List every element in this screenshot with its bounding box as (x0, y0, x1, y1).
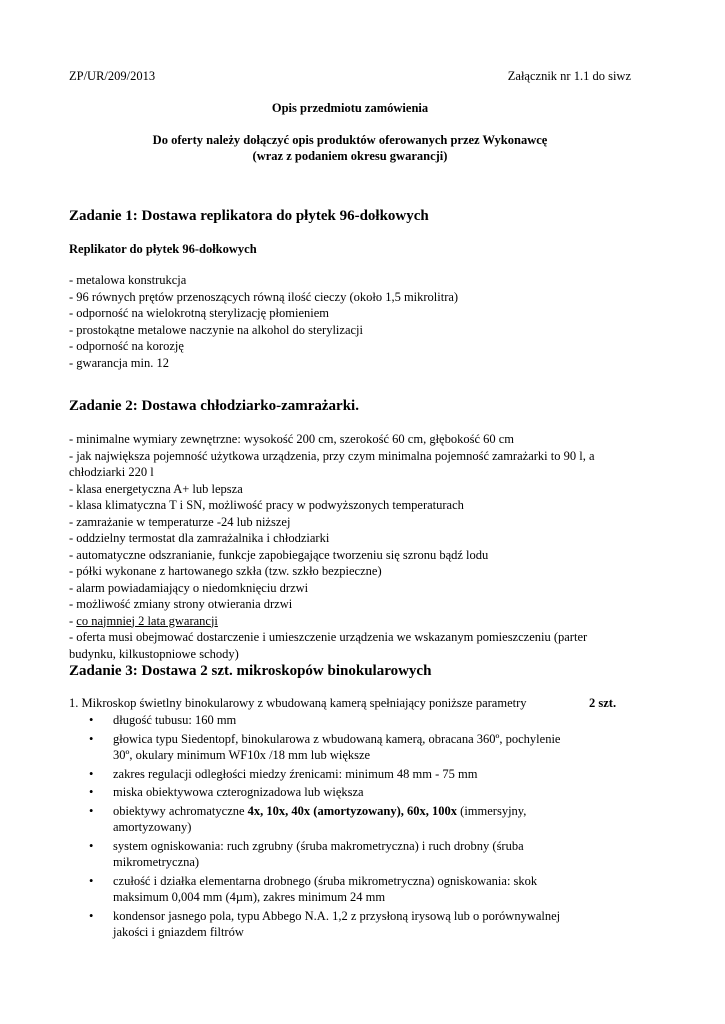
nosepiece-text: miska obiektywowa czterognizadowa lub większa (113, 785, 364, 799)
objectives-magnifications: 4x, 10x, 40x (amortyzowany), 60x, 100x (247, 803, 458, 818)
condenser-line-2: jakości i gniazdem filtrów (113, 925, 244, 939)
list-item: - odporność na korozję (69, 339, 184, 353)
objectives-suffix: (immersyjny, (457, 803, 527, 818)
list-item (89, 712, 629, 729)
microscope-quantity: 2 szt. (589, 696, 617, 710)
list-item: budynku, kilkustopniowe schody) (69, 646, 239, 661)
task1-subheading: Replikator do płytek 96-dołkowych (69, 242, 257, 256)
page-title: Opis przedmiotu zamówienia (271, 101, 429, 115)
list-item: - 96 równych prętów przenoszących równą ilość cieczy (około 1,5 mikrolitra) (69, 289, 459, 304)
list-item: - gwarancja min. 12 (69, 355, 169, 370)
list-item: - automatyczne odszranianie, funkcje zapobiegające tworzeniu się szronu bądź lodu (69, 547, 489, 562)
list-item: - metalowa konstrukcja (69, 273, 187, 287)
list-item: - możliwość zmiany strony otwierania drzwi (69, 597, 293, 611)
objectives-prefix: obiektywy achromatyczne (113, 803, 248, 818)
list-item: - oferta musi obejmować dostarczenie i umieszczenie urządzenia we wskazanym pomieszczeniu (parter (69, 630, 588, 644)
task1-requirements (69, 272, 644, 371)
list-item: - półki wykonane z hartowanego szkła (tzw. szkło bezpieczne) (69, 564, 382, 578)
list-item: - oddzielny termostat dla zamrażalnika i chłodziarki (69, 531, 330, 545)
bullet-icon: • (89, 713, 94, 727)
list-item: - alarm powiadamiający o niedomknięciu drzwi (69, 580, 309, 595)
bullet-icon: • (89, 908, 94, 923)
objectives-line-2: amortyzowany) (113, 820, 192, 834)
bullet-icon: • (89, 873, 94, 888)
warranty-text: co najmniej 2 lata gwarancji (76, 613, 218, 628)
sensitivity-line-1: czułość i działka elementarna drobnego (śruba mikrometryczna) ogniskowania: skok (113, 873, 538, 888)
bullet-icon: • (89, 731, 94, 746)
list-item: - zamrażanie w temperaturze -24 lub niższej (69, 514, 291, 529)
bullet-icon: • (89, 803, 94, 818)
objectives-line-1 (113, 803, 629, 820)
focus-line-2: mikrometryczna) (113, 855, 200, 869)
warranty-prefix: - (69, 613, 77, 628)
list-item: - klasa klimatyczna T i SN, możliwość pracy w podwyższonych temperaturach (69, 498, 464, 512)
list-item (89, 803, 629, 836)
head-line-1: głowica typu Siedentopf, binokularowa z wbudowaną kamerą, obracana 360º, pochylenie (113, 731, 561, 746)
list-item (89, 731, 629, 764)
task3-heading: Zadanie 3: Dostawa 2 szt. mikroskopów binokularowych (69, 663, 432, 679)
tube-length-text: długość tubusu: 160 mm (113, 713, 237, 727)
list-item: - minimalne wymiary zewnętrzne: wysokość 200 cm, szerokość 60 cm, głębokość 60 cm (69, 432, 515, 446)
list-item (89, 908, 629, 941)
document-reference: ZP/UR/209/2013 (69, 69, 156, 83)
subtitle-line-1: Do oferty należy dołączyć opis produktów oferowanych przez Wykonawcę (152, 133, 548, 147)
focus-line-1: system ogniskowania: ruch zgrubny (śruba makrometryczna) i ruch drobny (śruba (113, 838, 524, 853)
list-item: - odporność na wielokrotną sterylizację płomieniem (69, 306, 329, 320)
list-item: - jak największa pojemność użytkowa urządzenia, przy czym minimalna pojemność zamrażarki to 90 l, a (69, 448, 595, 463)
warranty-item (69, 613, 644, 630)
list-item: chłodziarki 220 l (69, 465, 154, 479)
list-item (89, 784, 629, 801)
attachment-label: Załącznik nr 1.1 do siwz (507, 69, 631, 83)
microscope-parameters (89, 712, 629, 943)
list-item (89, 838, 629, 871)
subtitle-line-2: (wraz z podaniem okresu gwarancji) (252, 149, 448, 163)
list-item (89, 766, 629, 783)
microscope-item-label: 1. Mikroskop świetlny binokularowy z wbudowaną kamerą spełniający poniższe parametry (69, 696, 527, 710)
condenser-line-1: kondensor jasnego pola, typu Abbego N.A. 1,2 z przysłoną irysową lub o porównywalnej (113, 908, 561, 923)
ipd-text: zakres regulacji odległości miedzy źrenicami: minimum 48 mm - 75 mm (113, 766, 478, 781)
task1-heading: Zadanie 1: Dostawa replikatora do płytek 96-dołkowych (69, 208, 429, 224)
task2-heading: Zadanie 2: Dostawa chłodziarko-zamrażarki. (69, 398, 359, 414)
microscope-item (69, 695, 629, 712)
list-item: - prostokątne metalowe naczynie na alkohol do sterylizacji (69, 322, 363, 337)
sensitivity-line-2: maksimum 0,004 mm (4µm), zakres minimum 24 mm (113, 890, 386, 904)
bullet-icon: • (89, 838, 94, 853)
head-line-2: 30º, okulary minimum WF10x /18 mm lub większe (113, 748, 371, 762)
task2-requirements (69, 431, 644, 662)
list-item: - klasa energetyczna A+ lub lepsza (69, 481, 243, 496)
list-item (89, 873, 629, 906)
bullet-icon: • (89, 766, 94, 781)
bullet-icon: • (89, 785, 94, 799)
